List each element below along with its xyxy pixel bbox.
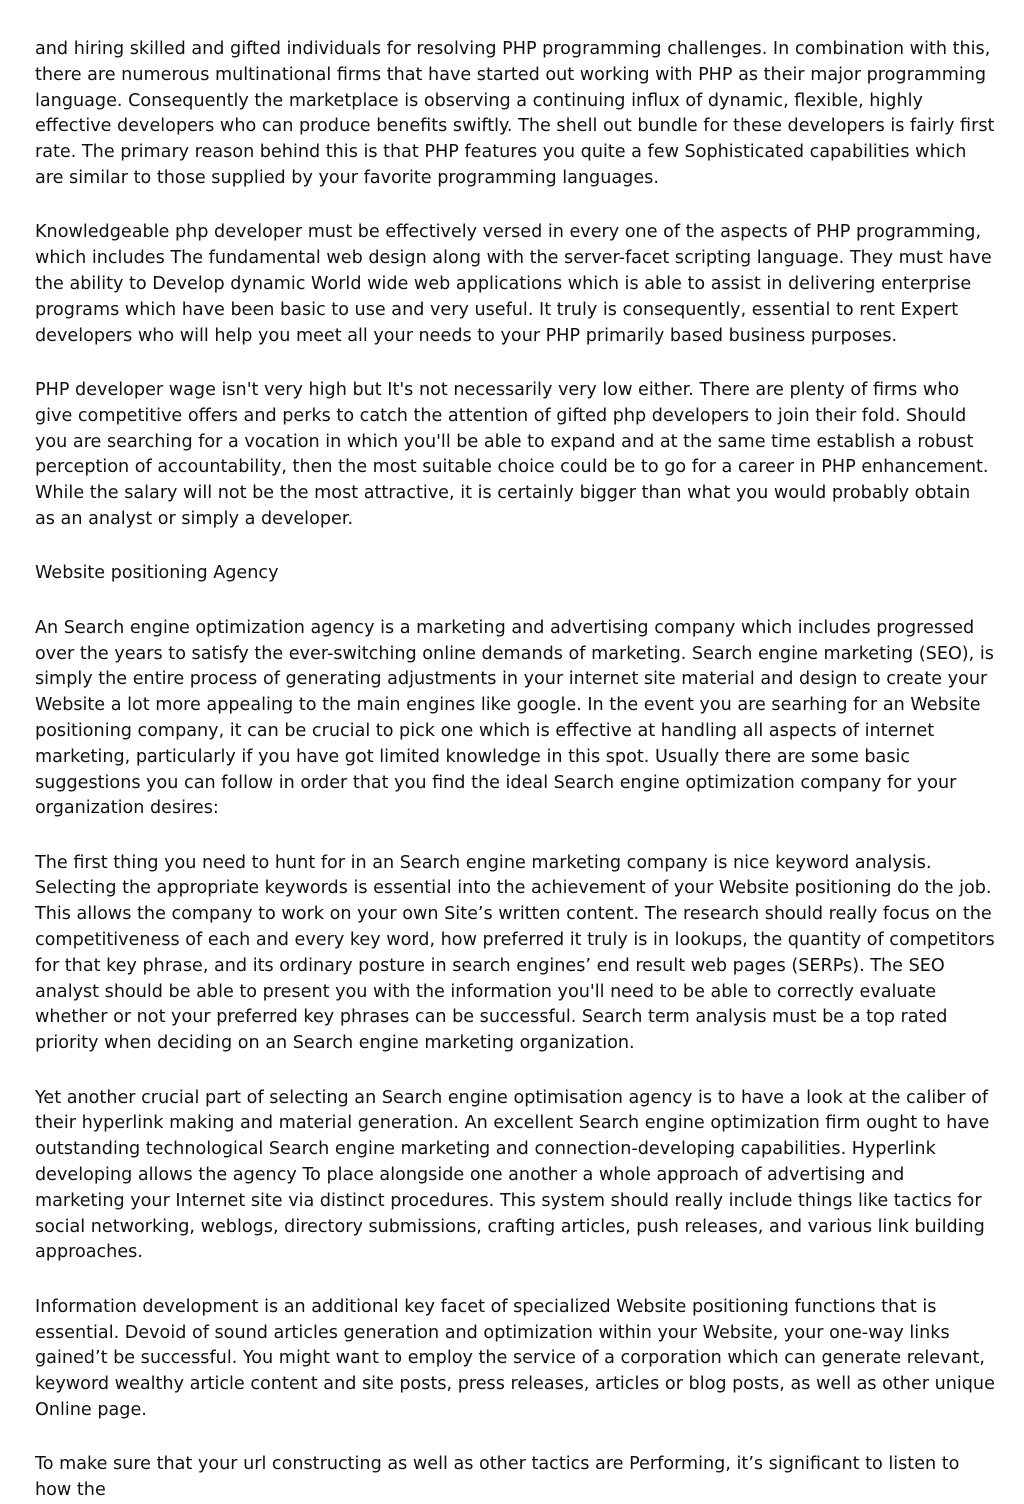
paragraph-php-hiring: and hiring skilled and gifted individuals for resolving PHP programming challenges. In combination with this, there are numerous multinational firms that have started out working with PHP as their major programming language. Consequently the marketplace is observing a continuing influx of dynamic, flexible, highly effective developers who can produce benefits swiftly. The shell out bundle for these developers is fairly first rate. The primary reason behind this is that PHP features you quite a few Sophisticated capabilities which are similar to those supplied by your favorite programming languages. — [35, 39, 995, 188]
paragraph-seo-agency-intro: An Search engine optimization agency is a marketing and advertising company which includes progressed over the years to satisfy the ever-switching online demands of marketing. Search engine marketing (SEO), is simply the entire process of generating adjustments in your internet site material and design to create your Website a lot more appealing to the main engines like google. In the event you are searhing for an Website positioning company, it can be crucial to pick one which is effective at handling all aspects of internet marketing, particularly if you have got limited knowledge in this spot. Usually there are some basic suggestions you can follow in order that you find the ideal Search engine optimization company for your organization desires: — [35, 617, 994, 819]
document-body — [35, 37, 995, 1504]
paragraph-tracking: To make sure that your url constructing as well as other tactics are Performing, it’s significant to listen to how the — [35, 1454, 960, 1501]
paragraph-php-developer-skills: Knowledgeable php developer must be effectively versed in every one of the aspects of PHP programming, which includes The fundamental web design along with the server-facet scripting language. They must have the ability to Develop dynamic World wide web applications which is able to assist in delivering enterprise programs which have been basic to use and very useful. It truly is consequently, essential to rent Expert developers who will help you meet all your needs to your PHP primarily based business purposes. — [35, 222, 992, 346]
paragraph-content-development: Information development is an additional key facet of specialized Website positioning functions that is essential. Devoid of sound articles generation and optimization within your Website, your one-way links gained’t be successful. You might want to employ the service of a corporation which can generate relevant, keyword wealthy article content and site posts, press releases, articles or blog posts, as well as other unique Online page. — [35, 1296, 995, 1421]
paragraph-link-building: Yet another crucial part of selecting an Search engine optimisation agency is to have a look at the caliber of their hyperlink making and material generation. An excellent Search engine optimization firm ought to have outstanding technological Search engine marketing and connection-developing capabilities. Hyperlink developing allows the agency To place alongside one another a whole approach of advertising and marketing your Internet site via distinct procedures. This system should really include things like tactics for social networking, weblogs, directory submissions, crafting articles, push releases, and various link building approaches. — [35, 1087, 990, 1263]
section-heading-seo-agency: Website positioning Agency — [35, 563, 279, 584]
paragraph-keyword-analysis: The first thing you need to hunt for in an Search engine marketing company is nice keyword analysis. Selecting the appropriate keywords is essential into the achievement of your Website positioning do the job. This allows the company to work on your own Site’s written content. The research should really focus on the competitiveness of each and every key word, how preferred it truly is in lookups, the quantity of competitors for that key phrase, and its ordinary posture in search engines’ end result web pages (SERPs). The SEO analyst should be able to present you with the information you'll need to be able to correctly evaluate whether or not your preferred key phrases can be successful. Search term analysis must be a top rated priority when deciding on an Search engine marketing organization. — [35, 852, 995, 1054]
paragraph-php-developer-wage: PHP developer wage isn't very high but It's not necessarily very low either. There are plenty of firms who give competitive offers and perks to catch the attention of gifted php developers to join their fold. Should you are searching for a vocation in which you'll be able to expand and at the same time establish a robust perception of accountability, then the most suitable choice could be to go for a career in PHP enhancement. While the salary will not be the most attractive, it is certainly bigger than what you would probably obtain as an analyst or simply a developer. — [35, 379, 989, 529]
